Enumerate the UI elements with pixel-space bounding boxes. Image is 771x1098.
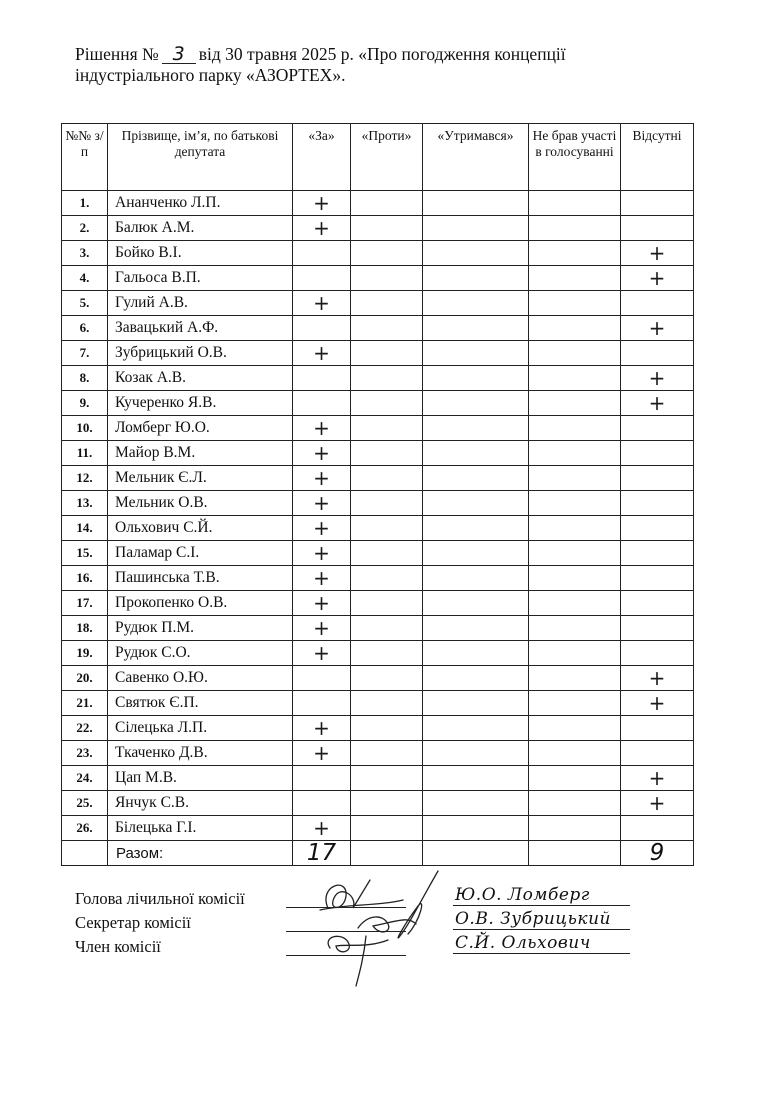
vote-for-mark: + <box>293 616 351 641</box>
vote-not-voted-mark <box>529 341 621 366</box>
vote-against-mark <box>351 491 423 516</box>
vote-not-voted-mark <box>529 641 621 666</box>
vote-against-mark <box>351 666 423 691</box>
vote-not-voted-mark <box>529 766 621 791</box>
table-row <box>62 491 694 516</box>
table-row <box>62 191 694 216</box>
vote-for-mark: + <box>293 541 351 566</box>
vote-against-mark <box>351 566 423 591</box>
deputy-name: Ломберг Ю.О. <box>108 416 293 441</box>
table-row <box>62 366 694 391</box>
absent-mark <box>621 491 694 516</box>
vote-abstained-mark <box>423 566 529 591</box>
vote-for-mark <box>293 366 351 391</box>
vote-against-mark <box>351 616 423 641</box>
deputy-name: Гальоса В.П. <box>108 266 293 291</box>
vote-abstained-mark <box>423 241 529 266</box>
row-number: 13. <box>62 491 108 516</box>
vote-against-mark <box>351 466 423 491</box>
voting-table <box>61 123 694 866</box>
vote-for-mark: + <box>293 566 351 591</box>
vote-for-mark: + <box>293 716 351 741</box>
absent-mark <box>621 516 694 541</box>
vote-not-voted-mark <box>529 516 621 541</box>
absent-mark <box>621 216 694 241</box>
deputy-name: Святюк Є.П. <box>108 691 293 716</box>
title-prefix: Рішення № <box>75 44 159 64</box>
table-header-row <box>62 124 694 191</box>
vote-not-voted-mark <box>529 666 621 691</box>
total-for: 17 <box>293 841 351 866</box>
vote-against-mark <box>351 791 423 816</box>
deputy-name: Паламар С.І. <box>108 541 293 566</box>
deputy-name: Завацький А.Ф. <box>108 316 293 341</box>
row-number: 6. <box>62 316 108 341</box>
table-row <box>62 566 694 591</box>
header-name: Прізвище, ім’я, по батькові депутата <box>108 124 293 191</box>
vote-abstained-mark <box>423 516 529 541</box>
table-row <box>62 291 694 316</box>
table-row <box>62 241 694 266</box>
absent-mark <box>621 541 694 566</box>
vote-abstained-mark <box>423 716 529 741</box>
vote-abstained-mark <box>423 191 529 216</box>
vote-abstained-mark <box>423 366 529 391</box>
vote-against-mark <box>351 691 423 716</box>
absent-mark: + <box>621 791 694 816</box>
vote-against-mark <box>351 591 423 616</box>
signature-name: Ю.О. Ломберг <box>453 885 630 906</box>
vote-against-mark <box>351 816 423 841</box>
table-row <box>62 591 694 616</box>
vote-for-mark: + <box>293 416 351 441</box>
title-line2: індустріального парку «АЗОРТЕХ». <box>75 65 346 85</box>
vote-against-mark <box>351 391 423 416</box>
vote-against-mark <box>351 716 423 741</box>
vote-for-mark: + <box>293 466 351 491</box>
row-number: 9. <box>62 391 108 416</box>
vote-not-voted-mark <box>529 191 621 216</box>
vote-abstained-mark <box>423 641 529 666</box>
vote-abstained-mark <box>423 316 529 341</box>
deputy-name: Мельник О.В. <box>108 491 293 516</box>
row-number: 1. <box>62 191 108 216</box>
row-number: 11. <box>62 441 108 466</box>
signature-role: Голова лічильної комісії <box>75 889 245 908</box>
absent-mark: + <box>621 366 694 391</box>
vote-not-voted-mark <box>529 316 621 341</box>
table-row <box>62 466 694 491</box>
row-number: 18. <box>62 616 108 641</box>
row-number: 22. <box>62 716 108 741</box>
document-title <box>75 44 715 86</box>
absent-mark <box>621 416 694 441</box>
absent-mark <box>621 816 694 841</box>
header-not-voted: Не брав участі в голосуванні <box>529 124 621 191</box>
vote-not-voted-mark <box>529 291 621 316</box>
header-absent: Відсутні <box>621 124 694 191</box>
row-number: 8. <box>62 366 108 391</box>
vote-for-mark: + <box>293 641 351 666</box>
vote-for-mark <box>293 391 351 416</box>
decision-number: 3 <box>162 46 196 64</box>
table-row <box>62 316 694 341</box>
deputy-name: Кучеренко Я.В. <box>108 391 293 416</box>
vote-abstained-mark <box>423 341 529 366</box>
deputy-name: Майор В.М. <box>108 441 293 466</box>
vote-not-voted-mark <box>529 366 621 391</box>
total-against <box>351 841 423 866</box>
total-label: Разом: <box>108 841 293 866</box>
header-for: «За» <box>293 124 351 191</box>
vote-abstained-mark <box>423 416 529 441</box>
deputy-name: Рудюк П.М. <box>108 616 293 641</box>
table-row <box>62 541 694 566</box>
vote-against-mark <box>351 341 423 366</box>
absent-mark <box>621 341 694 366</box>
vote-abstained-mark <box>423 291 529 316</box>
vote-against-mark <box>351 641 423 666</box>
vote-not-voted-mark <box>529 616 621 641</box>
deputy-name: Козак А.В. <box>108 366 293 391</box>
vote-not-voted-mark <box>529 691 621 716</box>
vote-abstained-mark <box>423 816 529 841</box>
row-number: 21. <box>62 691 108 716</box>
header-against: «Проти» <box>351 124 423 191</box>
total-abstained <box>423 841 529 866</box>
vote-against-mark <box>351 216 423 241</box>
absent-mark: + <box>621 666 694 691</box>
vote-for-mark: + <box>293 516 351 541</box>
vote-against-mark <box>351 766 423 791</box>
table-row <box>62 691 694 716</box>
vote-abstained-mark <box>423 391 529 416</box>
table-row <box>62 766 694 791</box>
table-row <box>62 616 694 641</box>
title-suffix: від 30 травня 2025 р. «Про погодження концепції <box>198 44 566 64</box>
vote-against-mark <box>351 541 423 566</box>
deputy-name: Пашинська Т.В. <box>108 566 293 591</box>
vote-for-mark <box>293 691 351 716</box>
absent-mark <box>621 741 694 766</box>
vote-abstained-mark <box>423 791 529 816</box>
table-row <box>62 266 694 291</box>
vote-for-mark <box>293 241 351 266</box>
vote-abstained-mark <box>423 766 529 791</box>
vote-abstained-mark <box>423 591 529 616</box>
vote-for-mark: + <box>293 591 351 616</box>
absent-mark <box>621 191 694 216</box>
deputy-name: Цап М.В. <box>108 766 293 791</box>
absent-mark <box>621 466 694 491</box>
row-number: 4. <box>62 266 108 291</box>
row-number: 14. <box>62 516 108 541</box>
total-not-voted <box>529 841 621 866</box>
vote-for-mark <box>293 266 351 291</box>
vote-not-voted-mark <box>529 541 621 566</box>
row-number: 12. <box>62 466 108 491</box>
signature-role: Секретар комісії <box>75 913 191 932</box>
signature-name: О.В. Зубрицький <box>453 909 630 930</box>
vote-against-mark <box>351 241 423 266</box>
row-number: 26. <box>62 816 108 841</box>
table-row <box>62 441 694 466</box>
total-row <box>62 841 694 866</box>
signature-name: С.Й. Ольхович <box>453 933 630 954</box>
row-number: 3. <box>62 241 108 266</box>
table-row <box>62 341 694 366</box>
table-row <box>62 791 694 816</box>
vote-abstained-mark <box>423 466 529 491</box>
row-number: 16. <box>62 566 108 591</box>
vote-not-voted-mark <box>529 216 621 241</box>
deputy-name: Білецька Г.І. <box>108 816 293 841</box>
vote-against-mark <box>351 516 423 541</box>
header-num: №№ з/п <box>62 124 108 191</box>
absent-mark <box>621 616 694 641</box>
vote-for-mark: + <box>293 341 351 366</box>
vote-abstained-mark <box>423 616 529 641</box>
row-number: 10. <box>62 416 108 441</box>
row-number: 17. <box>62 591 108 616</box>
deputy-name: Савенко О.Ю. <box>108 666 293 691</box>
table-row <box>62 716 694 741</box>
table-row <box>62 741 694 766</box>
row-number: 5. <box>62 291 108 316</box>
total-absent: 9 <box>621 841 694 866</box>
vote-for-mark <box>293 791 351 816</box>
vote-for-mark: + <box>293 816 351 841</box>
table-row <box>62 391 694 416</box>
vote-not-voted-mark <box>529 816 621 841</box>
absent-mark <box>621 566 694 591</box>
absent-mark <box>621 291 694 316</box>
row-number: 2. <box>62 216 108 241</box>
deputy-name: Сілецька Л.П. <box>108 716 293 741</box>
vote-not-voted-mark <box>529 491 621 516</box>
vote-for-mark: + <box>293 441 351 466</box>
deputy-name: Прокопенко О.В. <box>108 591 293 616</box>
header-abstained: «Утримався» <box>423 124 529 191</box>
row-number: 20. <box>62 666 108 691</box>
absent-mark: + <box>621 316 694 341</box>
vote-abstained-mark <box>423 441 529 466</box>
vote-abstained-mark <box>423 666 529 691</box>
vote-against-mark <box>351 266 423 291</box>
vote-not-voted-mark <box>529 266 621 291</box>
deputy-name: Ольхович С.Й. <box>108 516 293 541</box>
vote-abstained-mark <box>423 741 529 766</box>
handwritten-signatures <box>308 866 458 990</box>
absent-mark <box>621 441 694 466</box>
absent-mark: + <box>621 391 694 416</box>
signature-role: Член комісії <box>75 937 161 956</box>
deputy-name: Ткаченко Д.В. <box>108 741 293 766</box>
vote-for-mark <box>293 316 351 341</box>
vote-not-voted-mark <box>529 441 621 466</box>
vote-abstained-mark <box>423 541 529 566</box>
vote-for-mark: + <box>293 491 351 516</box>
row-number: 24. <box>62 766 108 791</box>
row-number: 23. <box>62 741 108 766</box>
table-row <box>62 666 694 691</box>
absent-mark <box>621 641 694 666</box>
vote-for-mark <box>293 766 351 791</box>
vote-for-mark: + <box>293 216 351 241</box>
vote-abstained-mark <box>423 691 529 716</box>
vote-abstained-mark <box>423 266 529 291</box>
vote-against-mark <box>351 741 423 766</box>
row-number: 19. <box>62 641 108 666</box>
vote-abstained-mark <box>423 491 529 516</box>
table-body <box>62 191 694 841</box>
row-number: 15. <box>62 541 108 566</box>
vote-for-mark <box>293 666 351 691</box>
vote-not-voted-mark <box>529 741 621 766</box>
vote-not-voted-mark <box>529 791 621 816</box>
deputy-name: Зубрицький О.В. <box>108 341 293 366</box>
row-number: 25. <box>62 791 108 816</box>
vote-not-voted-mark <box>529 466 621 491</box>
vote-against-mark <box>351 191 423 216</box>
vote-against-mark <box>351 291 423 316</box>
deputy-name: Рудюк С.О. <box>108 641 293 666</box>
vote-against-mark <box>351 366 423 391</box>
vote-not-voted-mark <box>529 591 621 616</box>
table-row <box>62 641 694 666</box>
vote-against-mark <box>351 416 423 441</box>
vote-for-mark: + <box>293 191 351 216</box>
vote-not-voted-mark <box>529 241 621 266</box>
absent-mark <box>621 716 694 741</box>
table-row <box>62 216 694 241</box>
absent-mark: + <box>621 766 694 791</box>
vote-for-mark: + <box>293 291 351 316</box>
total-num-cell <box>62 841 108 866</box>
vote-against-mark <box>351 441 423 466</box>
deputy-name: Янчук С.В. <box>108 791 293 816</box>
vote-not-voted-mark <box>529 716 621 741</box>
deputy-name: Мельник Є.Л. <box>108 466 293 491</box>
vote-against-mark <box>351 316 423 341</box>
absent-mark <box>621 591 694 616</box>
row-number: 7. <box>62 341 108 366</box>
vote-not-voted-mark <box>529 416 621 441</box>
table-row <box>62 816 694 841</box>
vote-abstained-mark <box>423 216 529 241</box>
deputy-name: Гулий А.В. <box>108 291 293 316</box>
table-row <box>62 516 694 541</box>
absent-mark: + <box>621 266 694 291</box>
deputy-name: Бойко В.І. <box>108 241 293 266</box>
vote-not-voted-mark <box>529 391 621 416</box>
absent-mark: + <box>621 691 694 716</box>
deputy-name: Балюк А.М. <box>108 216 293 241</box>
table-row <box>62 416 694 441</box>
deputy-name: Ананченко Л.П. <box>108 191 293 216</box>
absent-mark: + <box>621 241 694 266</box>
vote-not-voted-mark <box>529 566 621 591</box>
vote-for-mark: + <box>293 741 351 766</box>
